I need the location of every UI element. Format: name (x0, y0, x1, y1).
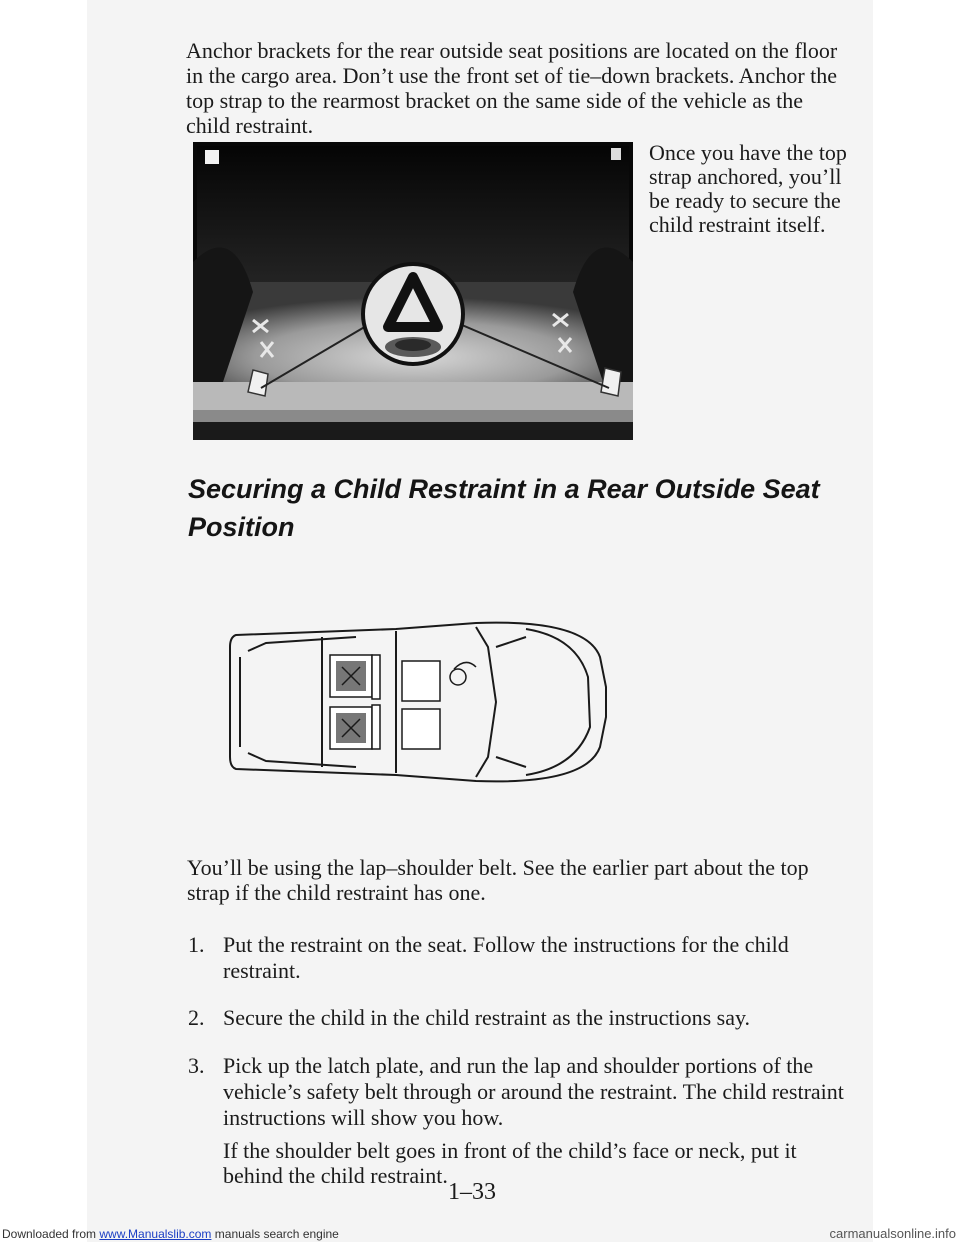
step-number: 2. (188, 1005, 205, 1030)
step-text: Secure the child in the child restraint as the instructions say. (223, 1005, 751, 1030)
step-number: 3. (188, 1053, 205, 1078)
page-number: 1–33 (448, 1179, 496, 1205)
step-number: 1. (188, 932, 205, 957)
download-notice: Downloaded from www.Manualslib.com manuals search engine (2, 1227, 339, 1241)
watermark-text: carmanualsonline.info (829, 1226, 956, 1241)
side-paragraph: Once you have the top strap anchored, you’ll be ready to secure the child restraint itself. (649, 140, 847, 237)
vehicle-seat-diagram (226, 617, 610, 787)
intro-paragraph: Anchor brackets for the rear outside seat positions are located on the floor in the cargo area. Don’t use the front set of tie–down brackets. Anchor the top strap to the rearmost bracket on the same side of the vehicle as the child restraint. (186, 38, 838, 138)
cargo-anchor-photo (193, 142, 633, 440)
step-text: Pick up the latch plate, and run the lap and shoulder portions of the vehicle’s safety belt through or around the restraint. The child restraint instructions will show you how. (223, 1053, 844, 1130)
follow-paragraph: If the shoulder belt goes in front of the child’s face or neck, put it behind the child restraint. (223, 1138, 797, 1188)
lead-paragraph: You’ll be using the lap–shoulder belt. See the earlier part about the top strap if the child restraint has one. (187, 855, 809, 905)
step-text: Put the restraint on the seat. Follow the instructions for the child restraint. (223, 932, 789, 983)
footer-bar (0, 1226, 960, 1242)
section-heading: Securing a Child Restraint in a Rear Outside Seat Position (188, 474, 820, 542)
manualslib-link[interactable]: www.Manualslib.com (99, 1227, 212, 1241)
